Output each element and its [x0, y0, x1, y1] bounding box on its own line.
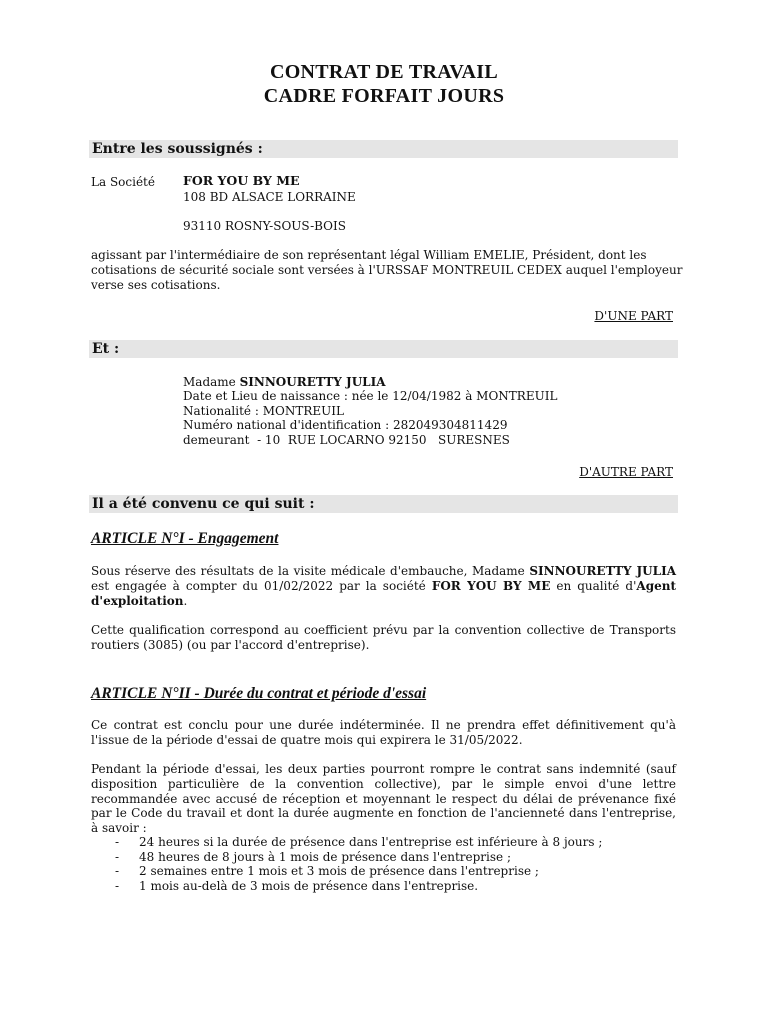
paragraph-text: . — [183, 593, 188, 608]
article-1-paragraph-1 — [91, 564, 676, 608]
employee-national-id: Numéro national d'identification : 282049304811429 — [183, 418, 508, 432]
list-item-text: 48 heures de 8 jours à 1 mois de présence dans l'entreprise ; — [139, 849, 511, 864]
employee-name: SINNOURETTY JULIA — [239, 375, 386, 389]
bullet-dash: - — [115, 849, 120, 864]
list-item — [115, 864, 675, 879]
title-line-2: CADRE FORFAIT JOURS — [263, 85, 505, 107]
document-title — [0, 60, 768, 108]
emphasized-term: SINNOURETTY JULIA — [529, 564, 677, 578]
first-party-mark: D'UNE PART — [594, 309, 673, 323]
paragraph-text: Sous réserve des résultats de la visite médicale d'embauche, Madame — [91, 564, 530, 578]
section-heading-parties: Entre les soussignés : — [89, 140, 678, 158]
article-1-paragraph-2: Cette qualification correspond au coefficient prévu par la convention collective de Transports routiers (3085) (ou par l'accord d'entreprise). — [91, 623, 676, 652]
employer-address-line-2: 93110 ROSNY-SOUS-BOIS — [183, 219, 346, 233]
list-item — [115, 835, 675, 850]
second-party-mark: D'AUTRE PART — [579, 465, 673, 479]
employer-label: La Société — [91, 175, 155, 189]
representation-line-3: verse ses cotisations. — [91, 278, 221, 292]
employee-birth: Date et Lieu de naissance : née le 12/04/1982 à MONTREUIL — [183, 389, 558, 403]
employer-name: FOR YOU BY ME — [183, 173, 300, 188]
employee-title: Madame — [183, 375, 236, 389]
title-line-1: CONTRAT DE TRAVAIL — [269, 61, 499, 83]
list-item-text: 2 semaines entre 1 mois et 3 mois de présence dans l'entreprise ; — [139, 864, 539, 879]
representation-line-1: agissant par l'intermédiaire de son représentant légal William EMELIE, Président, dont les — [91, 248, 647, 262]
list-item-text: 1 mois au-delà de 3 mois de présence dans l'entreprise. — [139, 878, 479, 893]
bullet-dash: - — [115, 864, 120, 879]
emphasized-term: Agent d'exploitation — [91, 578, 677, 608]
list-item — [115, 879, 675, 894]
article-2-paragraph-1: Ce contrat est conclu pour une durée indéterminée. Il ne prendra effet définitivement qu'à l'issue de la période d'essai de quatre mois qui expirera le 31/05/2022. — [91, 718, 676, 747]
bullet-dash: - — [115, 835, 120, 849]
section-heading-agreed: Il a été convenu ce qui suit : — [89, 495, 678, 513]
representation-line-2: cotisations de sécurité sociale sont versées à l'URSSAF MONTREUIL CEDEX auquel l'employeur — [91, 263, 683, 277]
article-2-paragraph-2: Pendant la période d'essai, les deux parties pourront rompre le contrat sans indemnité (sauf disposition particulière de la convention collective), par le simple envoi d'une lettre recommandée avec accusé de réception et moyennant le respect du délai de prévenance fixé par le Code du travail et dont la durée augmente en fonction de l'ancienneté dans l'entreprise, à savoir : — [91, 762, 676, 836]
paragraph-text: en qualité d' — [550, 578, 637, 593]
article-1-title: ARTICLE N°I - Engagement — [91, 530, 279, 547]
article-2-title: ARTICLE N°II - Durée du contrat et période d'essai — [91, 685, 427, 702]
employer-address-line-1: 108 BD ALSACE LORRAINE — [183, 190, 356, 204]
list-item — [115, 850, 675, 865]
employee-identity — [183, 375, 386, 390]
notice-period-list — [115, 835, 675, 893]
list-item-text: 24 heures si la durée de présence dans l'entreprise est inférieure à 8 jours ; — [139, 835, 603, 849]
paragraph-text: est engagée à compter du 01/02/2022 par la société — [91, 578, 432, 593]
emphasized-term: FOR YOU BY ME — [431, 578, 551, 593]
employee-nationality: Nationalité : MONTREUIL — [183, 404, 344, 418]
employee-residence: demeurant - 10 RUE LOCARNO 92150 SURESNES — [183, 433, 510, 447]
section-heading-and: Et : — [89, 340, 678, 358]
bullet-dash: - — [115, 878, 120, 893]
